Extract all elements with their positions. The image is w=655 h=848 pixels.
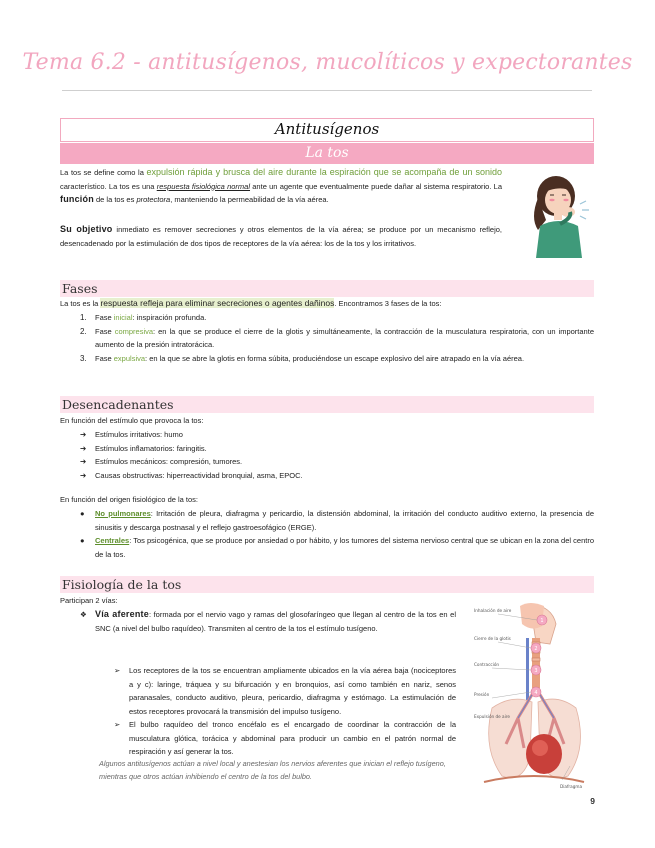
title-divider: [62, 90, 592, 91]
girl-coughing-illustration: [520, 168, 598, 258]
underlined-text: respuesta fisiológica normal: [156, 181, 251, 191]
bold-keyword: Vía aferente: [95, 609, 149, 619]
text: . Encontramos 3 fases de la tos:: [334, 299, 442, 308]
italic-keyword: protectora: [136, 195, 171, 204]
highlight-text: inicial: [113, 313, 133, 322]
respiratory-anatomy-figure: [472, 598, 594, 790]
list-item: [110, 718, 456, 759]
figure-label: Contracción: [474, 662, 500, 667]
desencadenantes-lead-1: En función del estímulo que provoca la tos:: [60, 416, 204, 425]
list-number: 2.: [80, 326, 87, 336]
text: : formada por el nervio vago y ramas del glosofaríngeo que llegan al centro de la tos en el SNC (a nivel del bulbo raquídeo). Transmiten al centro de la tos el estímulo tusígeno.: [95, 610, 456, 633]
list-item: [76, 534, 594, 561]
arrowhead-bullet-icon: ➢: [114, 720, 121, 729]
list-item: [76, 469, 594, 483]
text: , manteniendo la permeabilidad de la vía aérea.: [170, 195, 329, 204]
text: Causas obstructivas: hiperreactividad bronquial, asma, EPOC.: [95, 470, 303, 480]
arrow-bullet-icon: ➔: [80, 457, 87, 466]
highlight-text: compresiva: [114, 326, 154, 336]
list-item: [110, 664, 456, 718]
fases-heading: Fases: [60, 280, 594, 297]
fases-lead: [60, 297, 594, 311]
figure-label: Diafragma: [560, 784, 583, 789]
text: : Irritación de pleura, diafragma y pericardio, la distensión abdominal, la irritación del conducto auditivo externo, la presencia de sinusitis y descarga postnasal y el reflejo gastroesofágico (ERGE).: [95, 509, 594, 532]
text: Estímulos inflamatorios: faringitis.: [95, 443, 207, 453]
subsection-title: La tos: [60, 143, 594, 164]
text: Estímulos mecánicos: compresión, tumores.: [95, 457, 243, 466]
text: inmediato es remover secreciones y otros elementos de la vía aérea; se produce por un mecanismo reflejo, desencadenado por la estimulación de dos tipos de receptores de la vía aérea: los de la tos y los irritativos.: [60, 225, 503, 248]
figure-label: Cierre de la glotis: [474, 636, 511, 641]
highlight-text: No pulmonares: [95, 509, 151, 518]
bold-keyword: Su objetivo: [60, 224, 113, 234]
highlight-text: expulsión rápida y brusca del aire durante la espiración que se acompaña de un sonido: [146, 167, 502, 177]
figure-label: Presión: [474, 692, 490, 697]
fisiologia-lead: Participan 2 vías:: [60, 596, 118, 605]
svg-text:1: 1: [540, 618, 544, 624]
text: : en la que se abre la glotis en forma súbita, produciéndose un escape explosivo del aire atrapado en la vía aérea.: [145, 353, 525, 363]
intro-paragraph: [60, 166, 502, 207]
desencadenantes-lead-2: En función del origen fisiológico de la tos:: [60, 495, 199, 504]
text: : Tos psicogénica, que se produce por ansiedad o por hábito, y los tumores del sistema nervioso central que se ubican en la zona del centro de la tos.: [95, 536, 594, 559]
section-title: Antitusígenos: [60, 118, 594, 142]
text: de la tos es: [93, 195, 137, 204]
svg-text:4: 4: [534, 690, 538, 696]
objective-paragraph: [60, 223, 502, 250]
fisiologia-sublist: [110, 664, 456, 759]
fisiologia-list: [76, 608, 456, 635]
stimulus-list: [76, 428, 594, 482]
text: Fase: [95, 326, 115, 336]
arrow-bullet-icon: ➔: [80, 430, 87, 439]
text: Fase: [95, 313, 114, 322]
footnote: Algunos antitusígenos actúan a nivel local y anestesian los nervios aferentes que inician el reflejo tusígeno, mientras que otros actúan inhibiendo el centro de la tos del bulbo.: [99, 759, 446, 781]
list-item: [76, 507, 594, 534]
list-item: [76, 608, 456, 635]
arrowhead-bullet-icon: ➢: [114, 666, 121, 675]
dot-bullet-icon: ●: [80, 536, 85, 545]
page-title: Tema 6.2 - antitusígenos, mucolíticos y expectorantes: [22, 50, 633, 75]
figure-label: Inhalación de aire: [474, 608, 512, 613]
list-item: [76, 442, 594, 456]
highlight-text: respuesta refleja para eliminar secreciones o agentes dañinos: [100, 298, 335, 308]
figure-label: Expulsión de aire: [474, 714, 510, 719]
arrow-bullet-icon: ➔: [80, 443, 87, 453]
highlight-text: expulsiva: [113, 353, 146, 363]
list-item: [76, 428, 594, 442]
list-number: 3.: [80, 353, 87, 363]
list-item: [76, 352, 594, 366]
arrow-bullet-icon: ➔: [80, 470, 87, 480]
text: : inspiración profunda.: [132, 313, 207, 322]
list-item: [76, 325, 594, 352]
text: : en la que se produce el cierre de la glotis y simultáneamente, la contracción de la musculatura respiratoria, con un importante aumento de la presión intratorácica.: [95, 326, 594, 349]
fases-list: [76, 311, 594, 365]
text: El bulbo raquídeo del tronco encéfalo es el encargado de coordinar la contracción de la musculatura glótica, torácica y abdominal para producir un cambio en el patrón normal de respiración y así generar la tos.: [129, 720, 456, 756]
list-number: 1.: [80, 313, 87, 322]
list-item: [76, 455, 594, 469]
text: característico. La tos es una: [60, 181, 157, 191]
text: La tos es la: [60, 299, 101, 308]
text: Fase: [95, 353, 114, 363]
dot-bullet-icon: ●: [80, 509, 85, 518]
list-item: [76, 311, 594, 325]
text: Estímulos irritativos: humo: [95, 430, 183, 439]
text: La tos se define como la: [60, 168, 147, 177]
text: Los receptores de la tos se encuentran ampliamente ubicados en la vía aérea baja (nociceptores a y c): laringe, tráquea y su bifurcación y en bronquios, así como también en nariz, senos paranasales, conducto auditivo, pleura, pericardio, diafragma y estómago. La estimulación de estos receptores provocará la transmisión del impulso tusígeno.: [129, 666, 456, 716]
text: ante un agente que eventualmente puede dañar al sistema respiratorio. La: [250, 181, 502, 191]
fisiologia-heading: Fisiología de la tos: [60, 576, 594, 593]
desencadenantes-heading: Desencadenantes: [60, 396, 594, 413]
highlight-text: Centrales: [95, 536, 130, 545]
origin-list: [76, 507, 594, 561]
svg-text:2: 2: [534, 646, 538, 652]
svg-text:3: 3: [534, 668, 538, 674]
bold-keyword: función: [60, 194, 94, 204]
page-number: 9: [590, 796, 595, 806]
diamond-bullet-icon: ❖: [80, 610, 87, 619]
